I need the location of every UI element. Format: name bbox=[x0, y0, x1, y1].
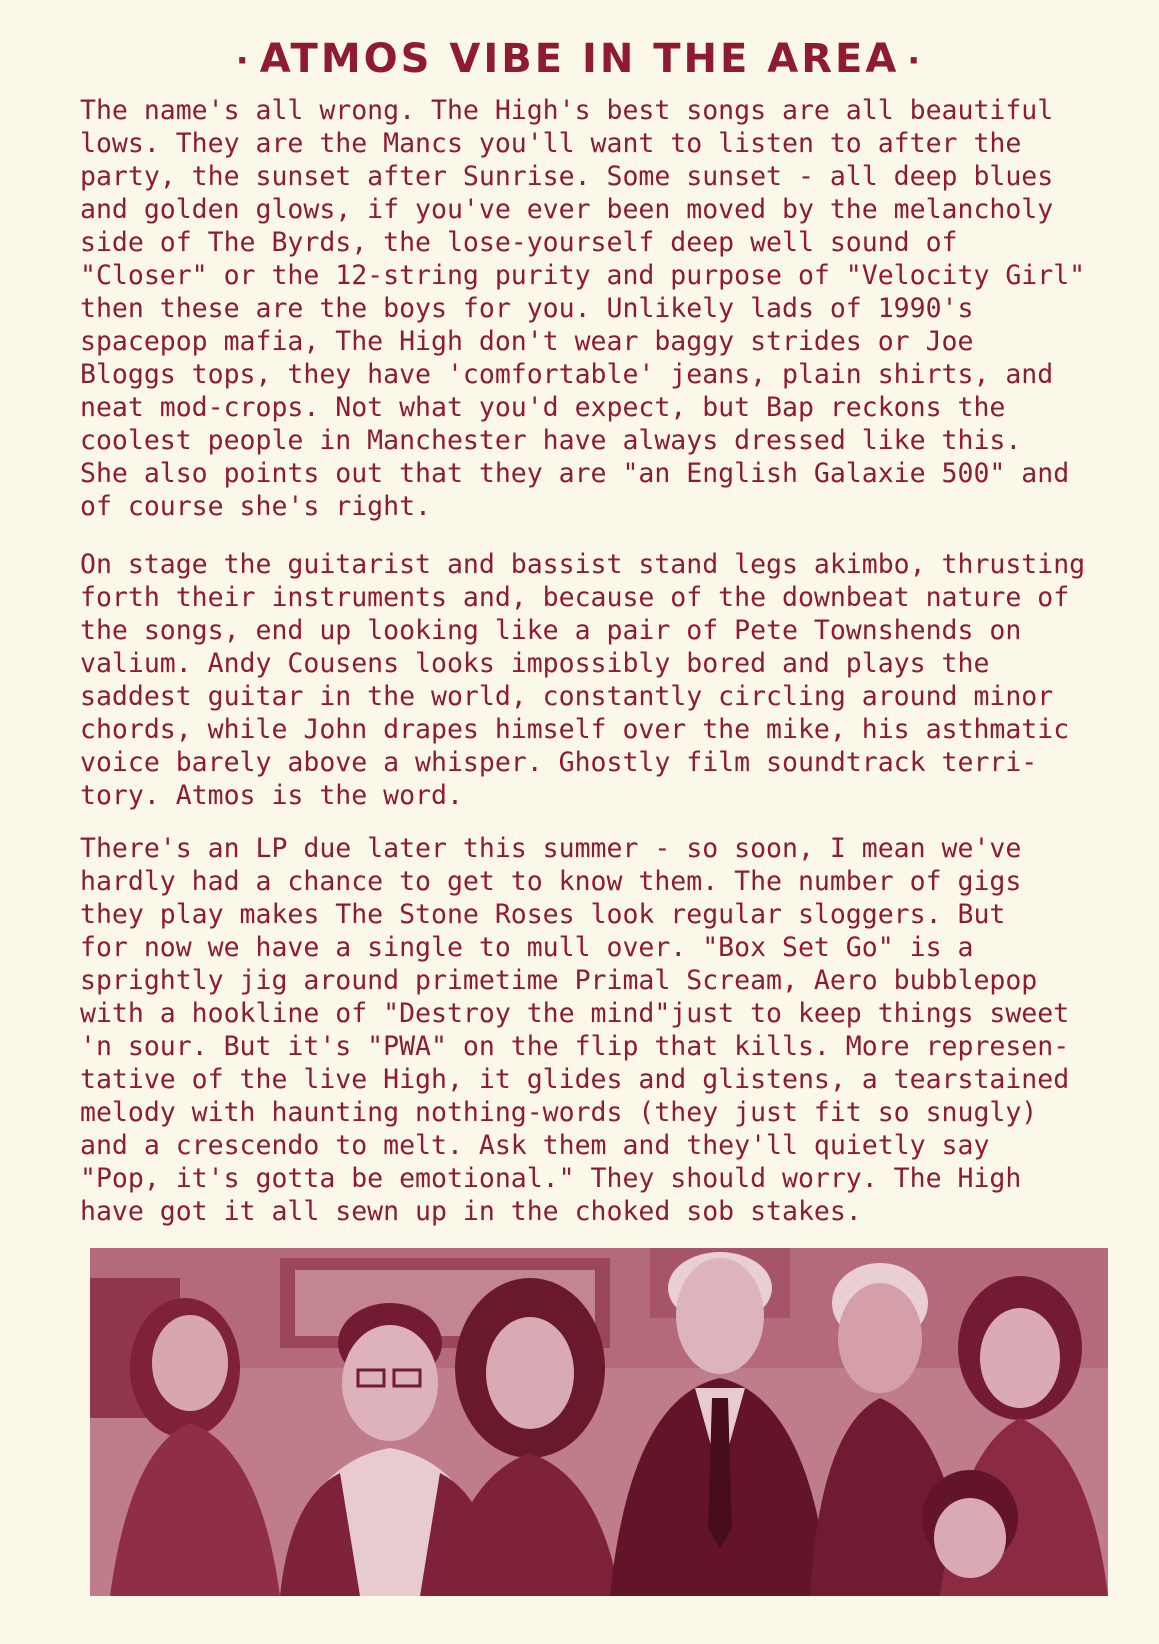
heading-left-dot: · bbox=[235, 41, 252, 81]
article-paragraph-3: There's an LP due later this summer - so soon, I mean we've hardly had a chance to get to know them. The number of gigs they play makes The Stone Roses look regular sloggers. But for now we have a single to mull over. "Box Set Go" is a sprightly jig around primetime Primal Scream, Aero bubblepop with a hookline of "Destroy the mind"just to keep things sweet 'n sour. But it's "PWA" on the flip that kills. More represen- tative of the live High, it glides and glistens, a tearstained melody with haunting nothing-words (they just fit so snugly) and a crescendo to melt. Ask them and they'll quietly say "Pop, it's gotta be emotional." They should worry. The High have got it all sewn up in the choked sob stakes. bbox=[80, 833, 1070, 1227]
heading-right-dot: · bbox=[907, 41, 924, 81]
group-photo bbox=[90, 1248, 1108, 1596]
article-heading bbox=[0, 36, 1159, 82]
article-paragraph-1: The name's all wrong. The High's best songs are all beautiful lows. They are the Mancs you'll want to listen to after the party, the sunset after Sunrise. Some sunset - all deep blues and golden glows, if you've ever been moved by the melancholy side of The Byrds, the lose-yourself deep well sound of "Closer" or the 12-string purity and purpose of "Velocity Girl" then these are the boys for you. Unlikely lads of 1990's spacepop mafia, The High don't wear baggy strides or Joe Bloggs tops, they have 'comfortable' jeans, plain shirts, and neat mod-crops. Not what you'd expect, but Bap reckons the coolest people in Manchester have always dressed like this. She also points out that they are "an English Galaxie 500" and of course she's right. bbox=[80, 95, 1086, 522]
heading-title: ATMOS VIBE IN THE AREA bbox=[259, 36, 900, 82]
article-paragraph-2: On stage the guitarist and bassist stand legs akimbo, thrusting forth their instruments and, because of the downbeat nature of the songs, end up looking like a pair of Pete Townshends on valium. Andy Cousens looks impossibly bored and plays the saddest guitar in the world, constantly circling around minor chords, while John drapes himself over the mike, his asthmatic voice barely above a whisper. Ghostly film soundtrack terri- tory. Atmos is the word. bbox=[80, 549, 1086, 811]
group-photo-illustration bbox=[90, 1248, 1108, 1596]
